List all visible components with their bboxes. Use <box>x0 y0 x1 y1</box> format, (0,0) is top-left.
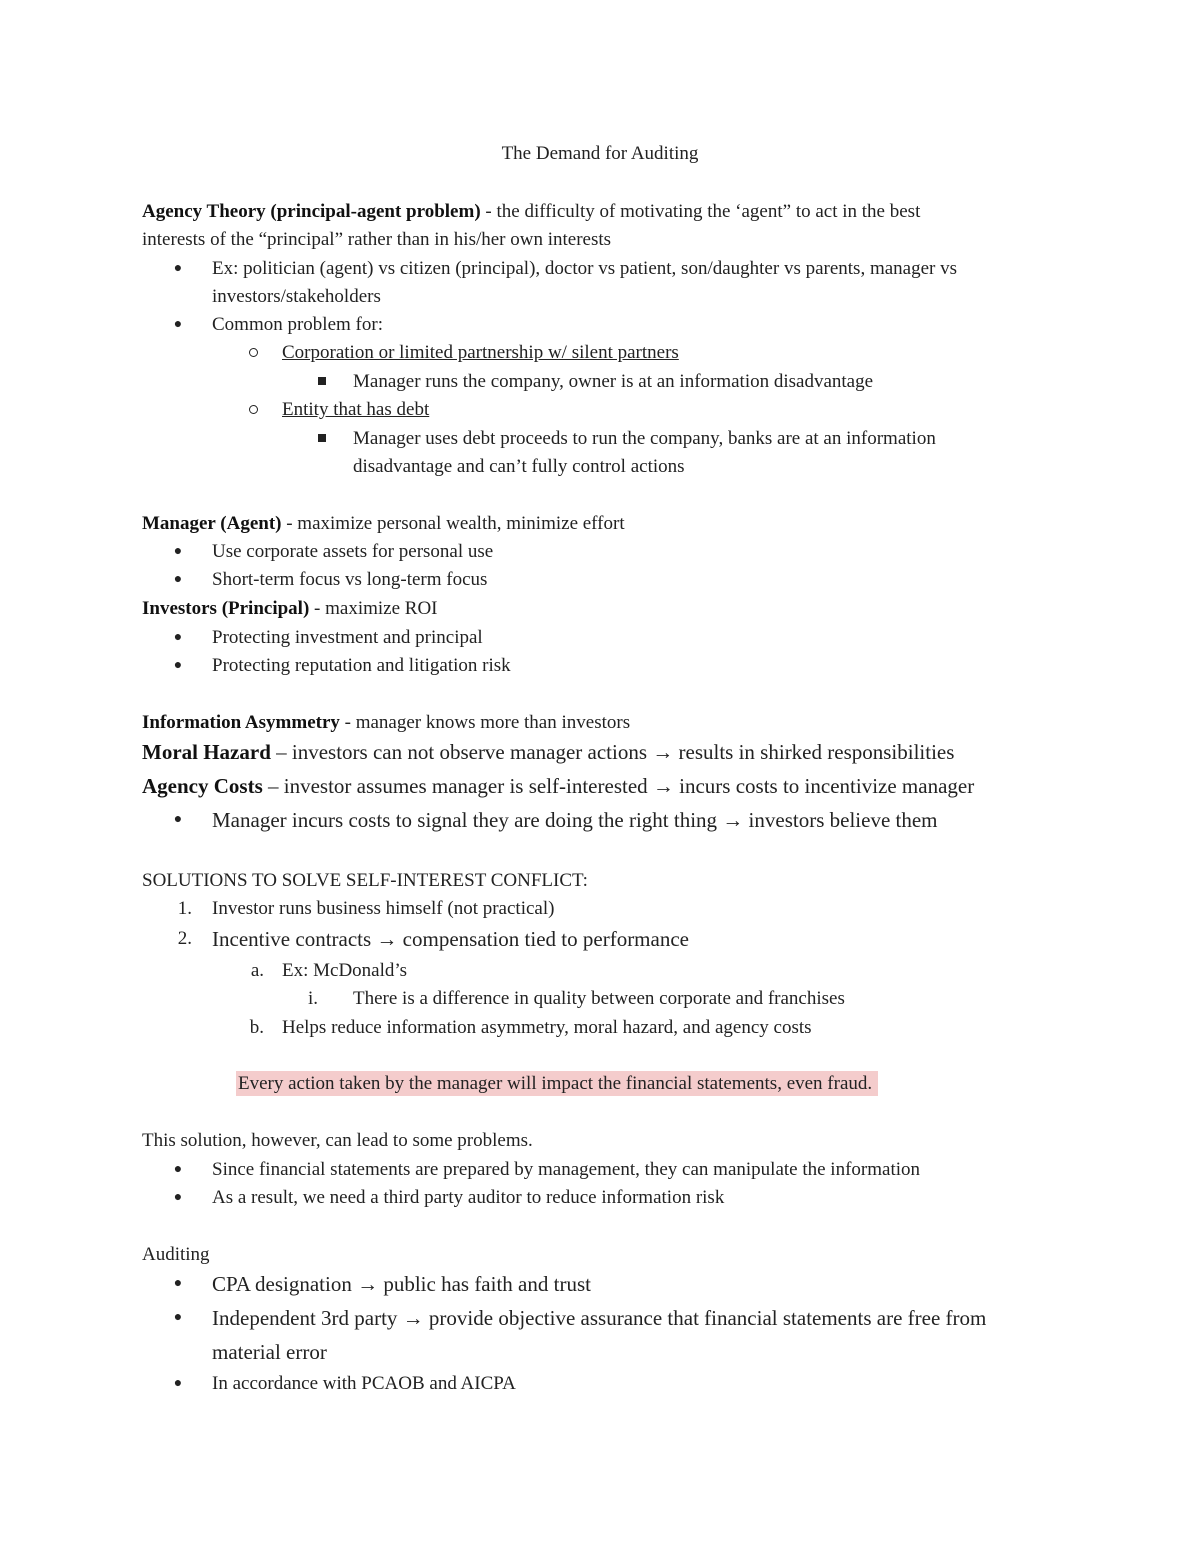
solution-item-2: Incentive contracts → compensation tied to performance <box>212 927 689 951</box>
bullet-icon: ● <box>173 1310 183 1325</box>
page-title: The Demand for Auditing <box>501 143 699 164</box>
square-bullet-icon <box>318 434 326 442</box>
agency-theory-term: Agency Theory (principal-agent problem) <box>142 201 481 222</box>
list-number: 1. <box>177 898 192 919</box>
bullet-icon: ● <box>173 1190 183 1205</box>
bullet-icon: ● <box>173 544 183 559</box>
list-item: As a result, we need a third party auditor to reduce information risk <box>212 1187 725 1208</box>
bullet-icon: ● <box>173 1162 183 1177</box>
list-letter: a. <box>250 960 264 981</box>
auditing-heading: Auditing <box>142 1244 210 1265</box>
list-item-cont: material error <box>212 1340 327 1364</box>
agency-costs-term: Agency Costs <box>142 774 263 798</box>
problems-intro: This solution, however, can lead to some problems. <box>142 1130 533 1151</box>
agency-costs-definition: Agency Costs – investor assumes manager is self-interested → incurs costs to incentivize manager <box>142 774 975 798</box>
debt-detail-cont: disadvantage and can’t fully control actions <box>353 456 685 477</box>
list-item: In accordance with PCAOB and AICPA <box>212 1373 516 1394</box>
bullet-icon: ● <box>173 1376 183 1391</box>
hollow-bullet-icon <box>249 348 258 357</box>
square-bullet-icon <box>318 377 326 385</box>
investors-definition: Investors (Principal) - maximize ROI <box>142 598 438 619</box>
hollow-bullet-icon <box>249 405 258 414</box>
list-item: Protecting reputation and litigation risk <box>212 655 511 676</box>
common-problem-text: Common problem for: <box>212 314 383 335</box>
solution-subitem-a: Ex: McDonald’s <box>282 960 408 981</box>
bullet-icon: ● <box>173 658 183 673</box>
bullet-icon: ● <box>173 1276 183 1291</box>
list-letter: b. <box>249 1017 264 1038</box>
moral-hazard-definition: Moral Hazard – investors can not observe manager actions → results in shirked responsibilities <box>142 740 955 764</box>
solution-item-1: Investor runs business himself (not practical) <box>212 898 555 919</box>
bullet-icon: ● <box>173 572 183 587</box>
example-text: Ex: politician (agent) vs citizen (principal), doctor vs patient, son/daughter vs parents, manager vs <box>212 258 957 279</box>
highlighted-text: Every action taken by the manager will impact the financial statements, even fraud. <box>236 1071 878 1096</box>
list-item: Independent 3rd party → provide objective assurance that financial statements are free from <box>212 1306 987 1330</box>
example-text-cont: investors/stakeholders <box>212 286 381 307</box>
highlighted-note <box>236 1072 878 1096</box>
agency-theory-definition-cont: interests of the “principal” rather than in his/her own interests <box>142 229 612 250</box>
list-roman: i. <box>307 988 318 1009</box>
bullet-icon: ● <box>173 261 183 276</box>
corporation-detail: Manager runs the company, owner is at an information disadvantage <box>353 371 874 392</box>
solutions-heading: SOLUTIONS TO SOLVE SELF-INTEREST CONFLICT: <box>142 870 588 891</box>
list-item: Use corporate assets for personal use <box>212 541 494 562</box>
manager-definition: Manager (Agent) - maximize personal wealth, minimize effort <box>142 513 625 534</box>
bullet-icon: ● <box>173 812 183 827</box>
bullet-icon: ● <box>173 317 183 332</box>
info-asymmetry-term: Information Asymmetry <box>142 712 340 733</box>
solution-subitem-b: Helps reduce information asymmetry, moral hazard, and agency costs <box>282 1017 812 1038</box>
corporation-subitem: Corporation or limited partnership w/ silent partners <box>282 342 679 363</box>
list-item: Manager incurs costs to signal they are doing the right thing → investors believe them <box>212 808 938 832</box>
list-number: 2. <box>177 928 192 949</box>
list-item: Since financial statements are prepared by management, they can manipulate the information <box>212 1159 921 1180</box>
manager-term: Manager (Agent) <box>142 513 282 534</box>
bullet-icon: ● <box>173 630 183 645</box>
solution-subitem-i: There is a difference in quality between corporate and franchises <box>353 988 845 1009</box>
agency-theory-definition: Agency Theory (principal-agent problem) - the difficulty of motivating the ‘agent” to act in the best <box>142 201 921 222</box>
debt-subitem: Entity that has debt <box>282 399 430 420</box>
list-item: CPA designation → public has faith and trust <box>212 1272 591 1296</box>
list-item: Protecting investment and principal <box>212 627 483 648</box>
info-asymmetry-definition: Information Asymmetry - manager knows more than investors <box>142 712 631 733</box>
debt-detail: Manager uses debt proceeds to run the company, banks are at an information <box>353 428 936 449</box>
investors-term: Investors (Principal) <box>142 598 310 619</box>
list-item: Short-term focus vs long-term focus <box>212 569 488 590</box>
moral-hazard-term: Moral Hazard <box>142 740 271 764</box>
